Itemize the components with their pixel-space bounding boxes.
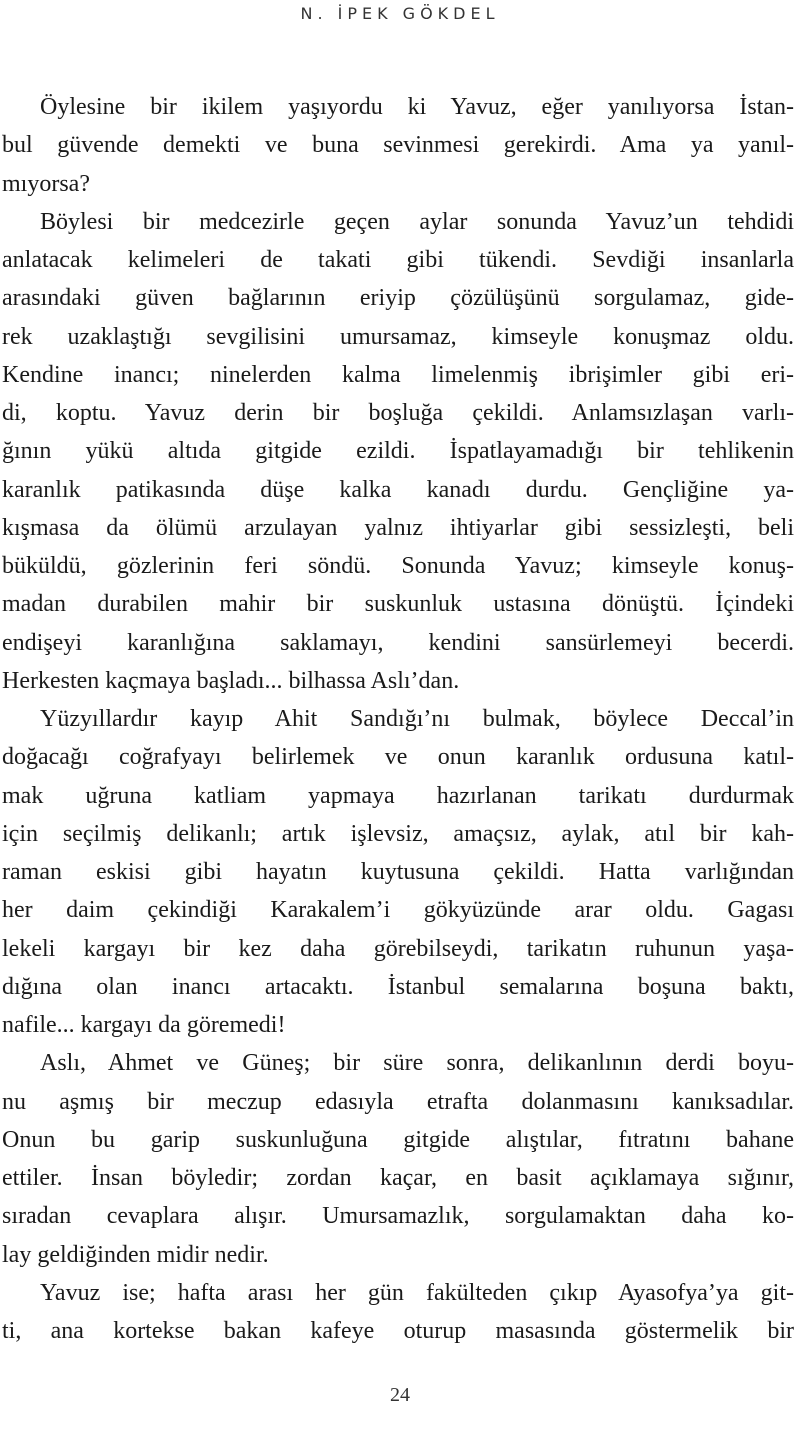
text-line: endişeyi karanlığına saklamayı, kendini sansürlemeyi becerdi. [2,629,794,656]
text-line: doğacağı coğrafyayı belirlemek ve onun karanlık ordusuna katıl- [2,744,794,771]
text-line: Aslı, Ahmet ve Güneş; bir süre sonra, delikanlının derdi boyu- [40,1050,794,1077]
text-line: mak uğruna katliam yapmaya hazırlanan tarikatı durdurmak [2,782,794,809]
text-line: Yavuz ise; hafta arası her gün fakülteden çıkıp Ayasofya’ya git- [40,1279,794,1306]
body-text [2,88,794,1350]
text-line: lay geldiğinden midir nedir. [2,1241,269,1268]
text-line: kışmasa da ölümü arzulayan yalnız ihtiyarlar gibi sessizleşti, beli [2,514,794,541]
text-line: Onun bu garip suskunluğuna gitgide alıştılar, fıtratını bahane [2,1126,794,1153]
text-line: için seçilmiş delikanlı; artık işlevsiz, amaçsız, aylak, atıl bir kah- [2,820,794,847]
text-line: Öylesine bir ikilem yaşıyordu ki Yavuz, eğer yanılıyorsa İstan- [40,94,794,120]
text-line: di, koptu. Yavuz derin bir boşluğa çekildi. Anlamsızlaşan varlı- [2,400,794,426]
text-line: arasındaki güven bağlarının eriyip çözülüşünü sorgulamaz, gide- [2,285,794,312]
text-line: mıyorsa? [2,170,90,197]
text-line: karanlık patikasında düşe kalka kanadı durdu. Gençliğine ya- [2,476,794,503]
text-line: ti, ana kortekse bakan kafeye oturup masasında göstermelik bir [2,1318,794,1344]
text-line: anlatacak kelimeleri de takati gibi tükendi. Sevdiği insanlarla [2,247,794,273]
text-line: rek uzaklaştığı sevgilisini umursamaz, kimseyle konuşmaz oldu. [2,323,794,350]
text-line: Kendine inancı; ninelerden kalma limelenmiş ibrişimler gibi eri- [2,361,794,388]
text-line: dığına olan inancı artacaktı. İstanbul semalarına boşuna baktı, [2,973,794,1000]
text-line: raman eskisi gibi hayatın kuytusuna çekildi. Hatta varlığından [2,859,794,885]
text-line: büküldü, gözlerinin feri söndü. Sonunda Yavuz; kimseyle konuş- [2,553,794,579]
text-line: her daim çekindiği Karakalem’i gökyüzünde arar oldu. Gagası [2,897,794,924]
text-line: Yüzyıllardır kayıp Ahit Sandığı’nı bulmak, böylece Deccal’in [40,706,794,732]
text-line: sıradan cevaplara alışır. Umursamazlık, sorgulamaktan daha ko- [2,1203,794,1230]
text-line: nafile... kargayı da göremedi! [2,1012,286,1038]
text-line: Herkesten kaçmaya başladı... bilhassa Aslı’dan. [2,667,460,694]
text-line: bul güvende demekti ve buna sevinmesi gerekirdi. Ama ya yanıl- [2,132,794,159]
text-line: nu aşmış bir meczup edasıyla etrafta dolanmasını kanıksadılar. [2,1088,794,1115]
text-line: ettiler. İnsan böyledir; zordan kaçar, en basit açıklamaya sığınır, [2,1165,794,1191]
text-line: madan durabilen mahir bir suskunluk ustasına dönüştü. İçindeki [2,591,794,618]
running-header: N. İPEK GÖKDEL [300,4,500,23]
text-line: lekeli kargayı bir kez daha görebilseydi, tarikatın ruhunun yaşa- [2,935,794,962]
text-line: ğının yükü altıda gitgide ezildi. İspatlayamadığı bir tehlikenin [2,438,794,465]
page-number: 24 [390,1384,410,1406]
text-line: Böylesi bir medcezirle geçen aylar sonunda Yavuz’un tehdidi [40,208,794,235]
